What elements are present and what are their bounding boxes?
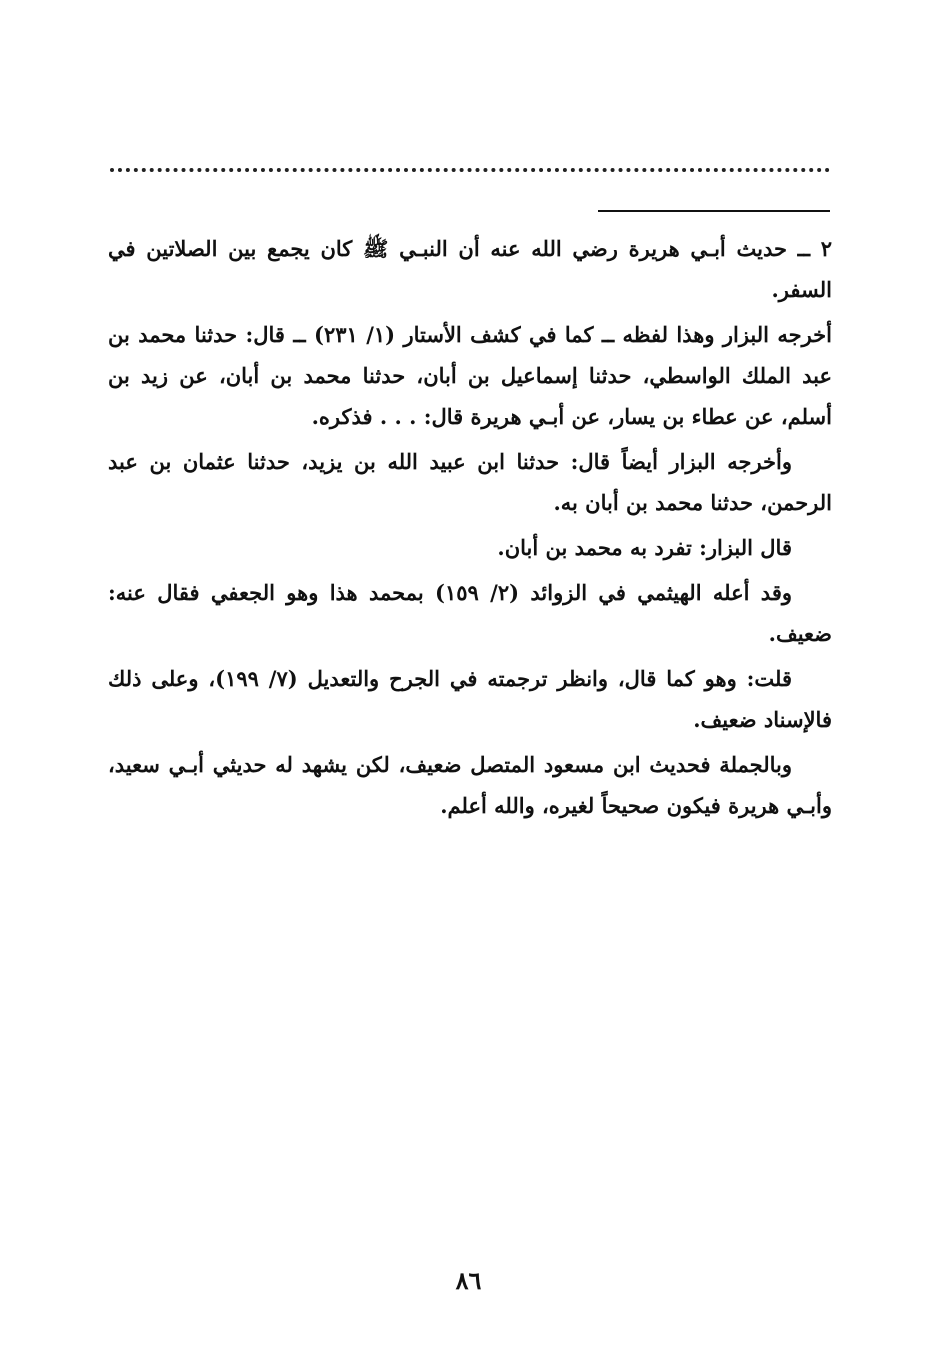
footnote-paragraph-hadith: ٢ ــ حديث أبـي هريرة رضي الله عنه أن النبـي ﷺ كان يجمع بين الصلاتين في السفر. — [108, 236, 832, 302]
footnote-paragraph-second-chain: وأخرجه البزار أيضاً قال: حدثنا ابن عبيد الله بن يزيد، حدثنا عثمان بن عبد الرحمن، حدثنا محمد بن أبان به. — [108, 449, 832, 515]
dotted-separator — [110, 152, 830, 172]
footnote-text — [108, 228, 832, 830]
footnote-paragraph-author-note: قلت: وهو كما قال، وانظر ترجمته في الجرح والتعديل (٧/ ١٩٩)، وعلى ذلك فالإسناد ضعيف. — [108, 666, 832, 732]
footnote-paragraph-takhrij: أخرجه البزار وهذا لفظه ــ كما في كشف الأستار (١/ ٢٣١) ــ قال: حدثنا محمد بن عبد الملك الواسطي، حدثنا إسماعيل بن أبان، حدثنا محمد بن أبان، عن زيد بن أسلم، عن عطاء بن يسار، عن أبـي هريرة قال: . . . فذكره. — [108, 322, 832, 429]
page-number: ٨٦ — [455, 1266, 482, 1295]
footnote-paragraph-bazzar-comment: قال البزار: تفرد به محمد بن أبان. — [497, 535, 792, 560]
footnote-rule — [598, 210, 830, 212]
footnote-paragraph-conclusion: وبالجملة فحديث ابن مسعود المتصل ضعيف، لكن يشهد له حديثي أبـي سعيد، وأبـي هريرة فيكون صحيحاً لغيره، والله أعلم. — [108, 752, 832, 818]
footnote-paragraph-haythami: وقد أعله الهيثمي في الزوائد (٢/ ١٥٩) بمحمد هذا وهو الجعفي فقال عنه: ضعيف. — [108, 580, 832, 646]
